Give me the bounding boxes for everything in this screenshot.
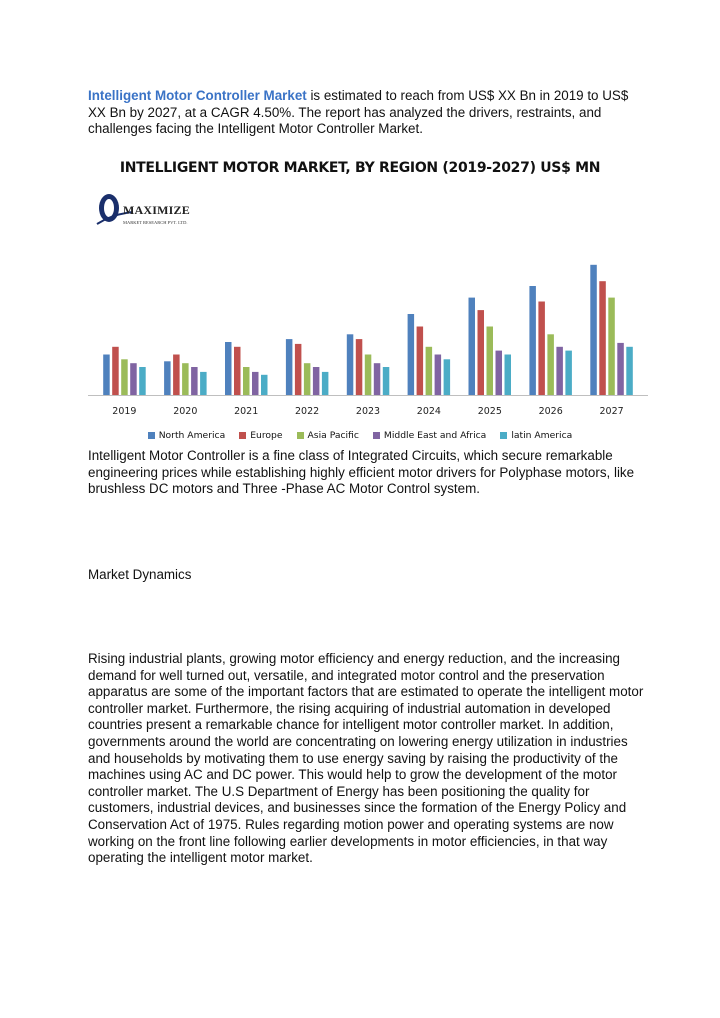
bar-latin-america-2019 [139, 367, 146, 395]
chart-title: INTELLIGENT MOTOR MARKET, BY REGION (2019-2027) US$ MN [119, 160, 601, 176]
legend-label: Asia Pacific [307, 430, 359, 441]
bar-north-america-2027 [590, 265, 597, 395]
legend-label: latin America [511, 430, 573, 441]
market-link[interactable]: Intelligent Motor Controller Market [88, 88, 307, 103]
x-tick-label: 2027 [599, 406, 624, 417]
bar-asia-pacific-2021 [243, 367, 250, 395]
legend-item [500, 430, 572, 441]
bar-middle-east-and-africa-2020 [191, 367, 198, 395]
bar-middle-east-and-africa-2026 [556, 347, 563, 395]
intro-paragraph [88, 88, 648, 138]
logo-main-text: MAXIMIZE [123, 203, 190, 217]
x-tick-label: 2022 [295, 406, 320, 417]
description-paragraph: Intelligent Motor Controller is a fine class of Integrated Circuits, which secure remarkable engineering prices while establishing highly efficient motor drivers for Polyphase motors, like brushless DC motors and Three -Phase AC Motor Control system. [88, 448, 635, 497]
intro-text: is estimated to reach from US$ XX Bn in 2019 to US$ XX Bn by 2027, at a CAGR 4.50%. The report has analyzed the drivers, restraints, and challenges facing the Intelligent Motor Controller Market. [88, 88, 629, 137]
bar-latin-america-2025 [505, 355, 512, 396]
bar-north-america-2023 [347, 334, 354, 395]
bar-north-america-2021 [225, 342, 232, 395]
legend-item [148, 430, 226, 441]
bar-north-america-2019 [103, 355, 110, 396]
legend-swatch [239, 432, 246, 439]
bar-asia-pacific-2027 [608, 298, 615, 395]
legend-swatch [148, 432, 155, 439]
x-tick-label: 2021 [234, 406, 259, 417]
bar-middle-east-and-africa-2027 [617, 343, 624, 395]
body-paragraph: Rising industrial plants, growing motor efficiency and energy reduction, and the increasing demand for well turned out, versatile, and integrated motor control and the preservation apparatus are some of the important factors that are estimated to operate the intelligent motor controller market. Furthermore, the rising acquiring of industrial automation in developed countries present a remarkable chance for intelligent motor controller market. In addition, governments around the world are concentrating on lowering energy utilization in industries and households by motivating them to use energy saving by raising the productivity of the machines using AC and DC power. This would help to grow the development of the motor controller market. The U.S Department of Energy has been positioning the quality for customers, industrial devices, and businesses since the formation of the Energy Policy and Conservation Act of 1975. Rules regarding motion power and operating systems are now working on the front line following earlier developments in motor efficiencies, in that way operating the intelligent motor market. [88, 651, 644, 866]
bar-middle-east-and-africa-2025 [496, 351, 503, 395]
bar-europe-2021 [234, 347, 241, 395]
logo-sub-text: MARKET RESEARCH PVT. LTD. [123, 220, 188, 225]
section-heading: Market Dynamics [88, 567, 192, 582]
bar-middle-east-and-africa-2023 [374, 363, 381, 395]
bar-latin-america-2021 [261, 375, 268, 395]
bar-europe-2025 [478, 310, 485, 395]
bar-latin-america-2022 [322, 372, 329, 395]
legend-swatch [373, 432, 380, 439]
legend-label: North America [158, 430, 226, 441]
bar-latin-america-2027 [626, 347, 633, 395]
bar-north-america-2020 [164, 361, 171, 395]
legend-item [373, 430, 486, 441]
legend-label: Europe [250, 430, 283, 441]
bar-europe-2027 [599, 281, 606, 395]
bar-asia-pacific-2025 [487, 327, 494, 396]
bar-latin-america-2026 [565, 351, 572, 395]
bar-asia-pacific-2022 [304, 363, 311, 395]
maximize-logo [95, 188, 205, 234]
bar-asia-pacific-2020 [182, 363, 189, 395]
bar-asia-pacific-2026 [547, 334, 554, 395]
x-tick-label: 2023 [355, 406, 381, 417]
bar-europe-2026 [538, 302, 545, 396]
chart-legend [0, 430, 720, 441]
bar-latin-america-2020 [200, 372, 207, 395]
bar-asia-pacific-2024 [426, 347, 433, 395]
bar-north-america-2025 [469, 298, 476, 395]
x-tick-label: 2020 [173, 406, 198, 417]
legend-item [297, 430, 359, 441]
bar-europe-2019 [112, 347, 119, 395]
bar-europe-2024 [417, 327, 424, 396]
legend-swatch [297, 432, 304, 439]
bar-latin-america-2023 [383, 367, 390, 395]
bar-latin-america-2024 [444, 359, 451, 395]
legend-label: Middle East and Africa [383, 430, 487, 441]
bar-middle-east-and-africa-2022 [313, 367, 320, 395]
x-tick-label: 2024 [416, 406, 441, 417]
bar-middle-east-and-africa-2024 [435, 355, 442, 396]
x-tick-label: 2019 [112, 406, 137, 417]
bar-asia-pacific-2023 [365, 355, 372, 396]
legend-swatch [500, 432, 507, 439]
bar-europe-2020 [173, 355, 180, 396]
bar-middle-east-and-africa-2021 [252, 372, 259, 395]
bar-europe-2022 [295, 344, 302, 395]
x-tick-label: 2026 [538, 406, 563, 417]
bar-europe-2023 [356, 339, 363, 395]
bar-north-america-2022 [286, 339, 293, 395]
legend-item [239, 430, 282, 441]
bar-north-america-2026 [529, 286, 536, 395]
bar-north-america-2024 [408, 314, 415, 395]
bar-asia-pacific-2019 [121, 359, 128, 395]
bar-middle-east-and-africa-2019 [130, 363, 137, 395]
x-tick-label: 2025 [477, 406, 502, 417]
bar-chart [88, 240, 648, 425]
